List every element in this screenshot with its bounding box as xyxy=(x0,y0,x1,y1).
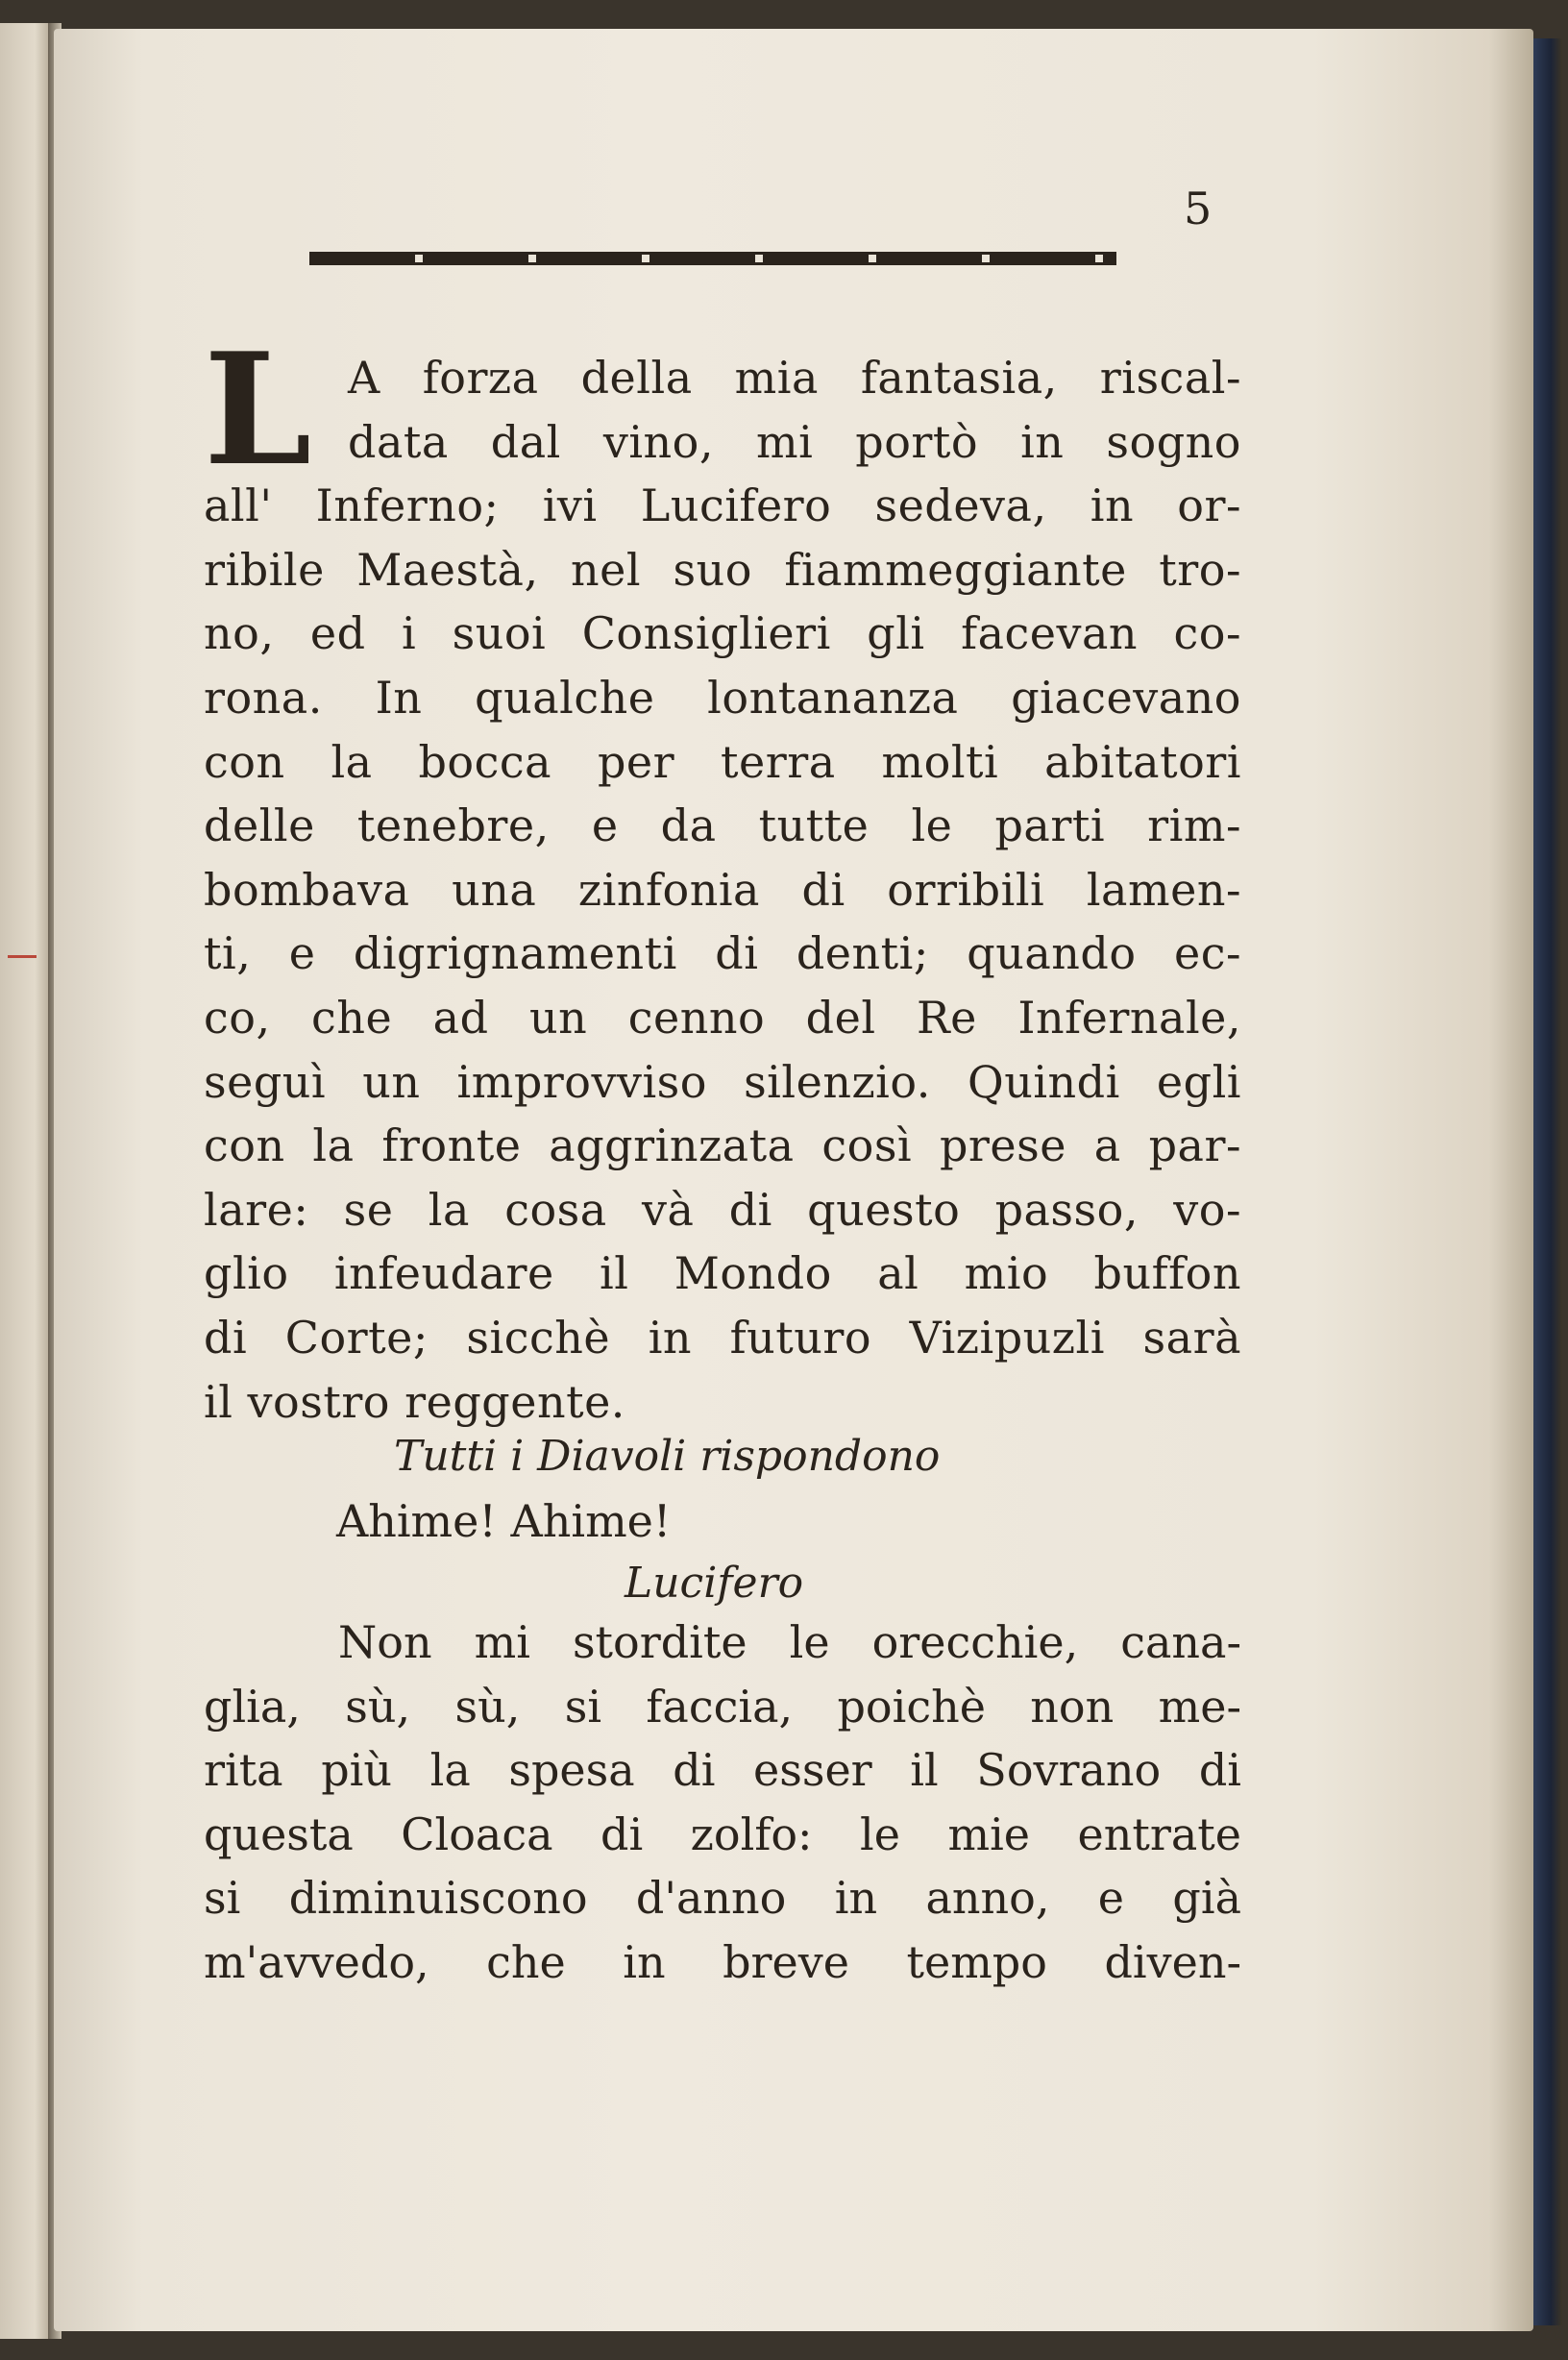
text-line: rona. In qualche lontananza giacevano xyxy=(204,671,1241,724)
text-line: ribile Maestà, nel suo fiammeggiante tro- xyxy=(204,543,1241,596)
text-line: data dal vino, mi portò in sogno xyxy=(348,415,1241,468)
paragraph-1 xyxy=(204,346,1241,1434)
text-line: glia, sù, sù, si faccia, poichè non me- xyxy=(204,1680,1241,1733)
text-line: con la fronte aggrinzata così prese a par- xyxy=(204,1119,1241,1172)
paragraph-2 xyxy=(204,1610,1241,1995)
stage-direction: Tutti i Diavoli rispondono xyxy=(394,1432,941,1481)
response-line: Ahime! Ahime! xyxy=(336,1495,672,1547)
text-line: no, ed i suoi Consiglieri gli facevan co- xyxy=(204,607,1241,660)
text-line: seguì un improvviso silenzio. Quindi egli xyxy=(204,1055,1241,1108)
text-line: A forza della mia fantasia, riscal- xyxy=(348,352,1241,404)
text-line: lare: se la cosa và di questo passo, vo- xyxy=(204,1183,1241,1236)
text-line: ti, e digrignamenti di denti; quando ec- xyxy=(204,927,1241,980)
text-line: all' Inferno; ivi Lucifero sedeva, in or- xyxy=(204,479,1241,532)
text-line: questa Cloaca di zolfo: le mie entrate xyxy=(204,1807,1241,1860)
speaker-name: Lucifero xyxy=(625,1559,804,1608)
text-line: delle tenebre, e da tutte le parti rim- xyxy=(204,799,1241,852)
text-line: con la bocca per terra molti abitatori xyxy=(204,735,1241,788)
text-line: m'avvedo, che in breve tempo diven- xyxy=(204,1935,1241,1988)
text-line: glio infeudare il Mondo al mio buffon xyxy=(204,1247,1241,1300)
page-number: 5 xyxy=(1184,183,1213,234)
header-ornament-rule xyxy=(309,252,1116,265)
margin-mark xyxy=(8,955,37,958)
text-line: rita più la spesa di esser il Sovrano di xyxy=(204,1744,1241,1797)
text-line: bombava una zinfonia di orribili lamen- xyxy=(204,863,1241,916)
book-cover-edge xyxy=(1533,38,1562,2325)
text-line: di Corte; sicchè in futuro Vizipuzli sarà xyxy=(204,1311,1241,1364)
text-line: Non mi stordite le orecchie, cana- xyxy=(338,1616,1241,1668)
left-page-edge xyxy=(0,23,50,2339)
text-line: co, che ad un cenno del Re Infernale, xyxy=(204,991,1241,1044)
text-line: si diminuiscono d'anno in anno, e già xyxy=(204,1872,1241,1925)
drop-cap: L xyxy=(204,319,312,500)
text-line: il vostro reggente. xyxy=(204,1375,625,1428)
